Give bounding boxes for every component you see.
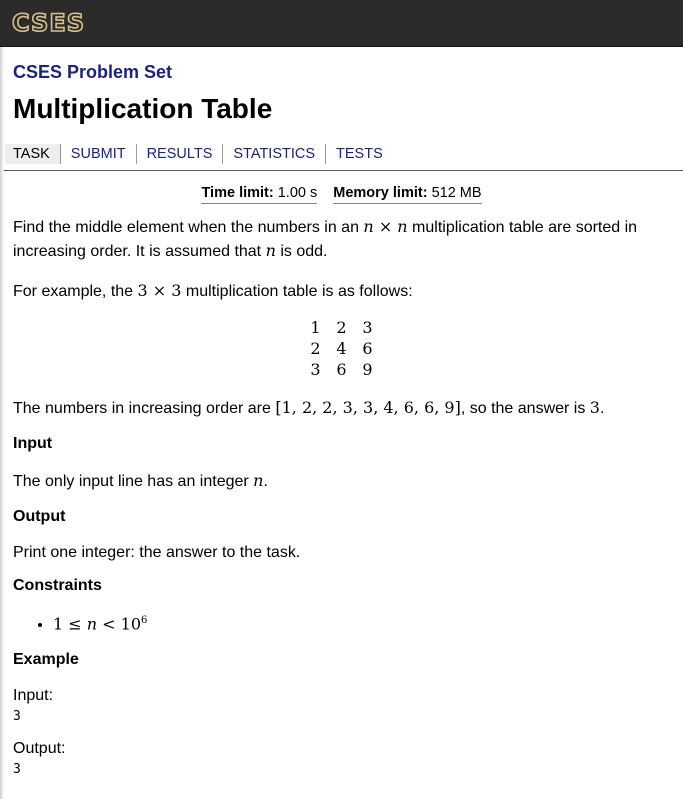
statement-paragraph-2	[13, 279, 670, 303]
example-output-label: Output:	[13, 740, 66, 758]
page-title: Multiplication Table	[13, 93, 273, 124]
math-n-by-n: n × n	[363, 217, 408, 236]
constraint-text: < 10	[97, 614, 142, 634]
math-n: n	[265, 241, 276, 260]
statement-text: is odd.	[275, 243, 328, 260]
constraint-exponent: 6	[141, 615, 148, 626]
output-heading: Output	[13, 508, 66, 525]
limits-bar	[13, 185, 670, 205]
table-cell: 2	[336, 318, 347, 337]
task-content	[0, 185, 683, 778]
constraints-list	[13, 610, 670, 636]
math-sorted-list: [1, 2, 2, 3, 3, 4, 6, 6, 9]	[275, 398, 461, 417]
input-text: .	[263, 473, 268, 490]
list-item	[53, 610, 670, 636]
example-input-label: Input:	[13, 687, 54, 705]
table-cell: 6	[336, 360, 347, 379]
example-heading: Example	[13, 651, 79, 669]
constraint-text: 1 ≤	[53, 614, 87, 634]
table-cell: 6	[362, 339, 373, 358]
statement-text: Find the middle element when the numbers in an	[13, 219, 364, 236]
statement-text: multiplication table is as follows:	[181, 283, 413, 300]
top-bar	[0, 0, 683, 47]
tab-submit[interactable]: SUBMIT	[61, 144, 137, 164]
table-cell: 2	[310, 339, 321, 358]
table-cell: 4	[336, 339, 347, 358]
time-limit-value: 1.00 s	[277, 185, 318, 201]
cses-logo[interactable]: CSES	[12, 9, 86, 37]
memory-limit	[333, 185, 481, 204]
memory-limit-label: Memory limit:	[333, 185, 428, 201]
math-3-by-3: 3 × 3	[137, 281, 182, 300]
input-text: The only input line has an integer	[13, 473, 254, 490]
tab-results[interactable]: RESULTS	[137, 144, 224, 164]
table-cell: 3	[362, 318, 373, 337]
math-answer: 3	[589, 398, 600, 417]
multiplication-table	[303, 317, 381, 380]
example-input-value: 3	[13, 709, 21, 725]
example-output-value: 3	[13, 762, 21, 778]
math-n: n	[86, 614, 98, 634]
page-header	[0, 47, 683, 126]
time-limit	[201, 185, 317, 204]
input-description	[13, 469, 670, 493]
table-row	[303, 359, 381, 380]
problem-set-link[interactable]: CSES Problem Set	[13, 62, 173, 82]
statement-text: , so the answer is	[460, 400, 590, 417]
tab-task[interactable]: TASK	[5, 144, 61, 164]
tab-statistics[interactable]: STATISTICS	[223, 144, 326, 164]
table-row	[303, 338, 381, 359]
statement-text: .	[599, 400, 605, 417]
output-description: Print one integer: the answer to the task.	[13, 544, 301, 561]
statement-text: For example, the	[13, 283, 138, 300]
statement-paragraph-3	[13, 396, 670, 420]
constraints-heading: Constraints	[13, 577, 102, 594]
tab-tests[interactable]: TESTS	[336, 146, 383, 162]
statement-text: multiplication table are sorted in increasing order. It is assumed that	[13, 219, 638, 260]
nav-divider	[0, 170, 683, 171]
math-n: n	[253, 471, 264, 490]
table-row	[303, 317, 381, 338]
input-heading: Input	[13, 435, 53, 452]
statement-text: The numbers in increasing order are	[13, 400, 276, 417]
time-limit-label: Time limit:	[201, 185, 274, 201]
task-nav	[0, 144, 683, 164]
statement-paragraph-1	[13, 215, 670, 263]
table-cell: 9	[362, 360, 373, 379]
table-cell: 3	[310, 360, 321, 379]
memory-limit-value: 512 MB	[431, 185, 482, 201]
table-cell: 1	[310, 318, 321, 337]
